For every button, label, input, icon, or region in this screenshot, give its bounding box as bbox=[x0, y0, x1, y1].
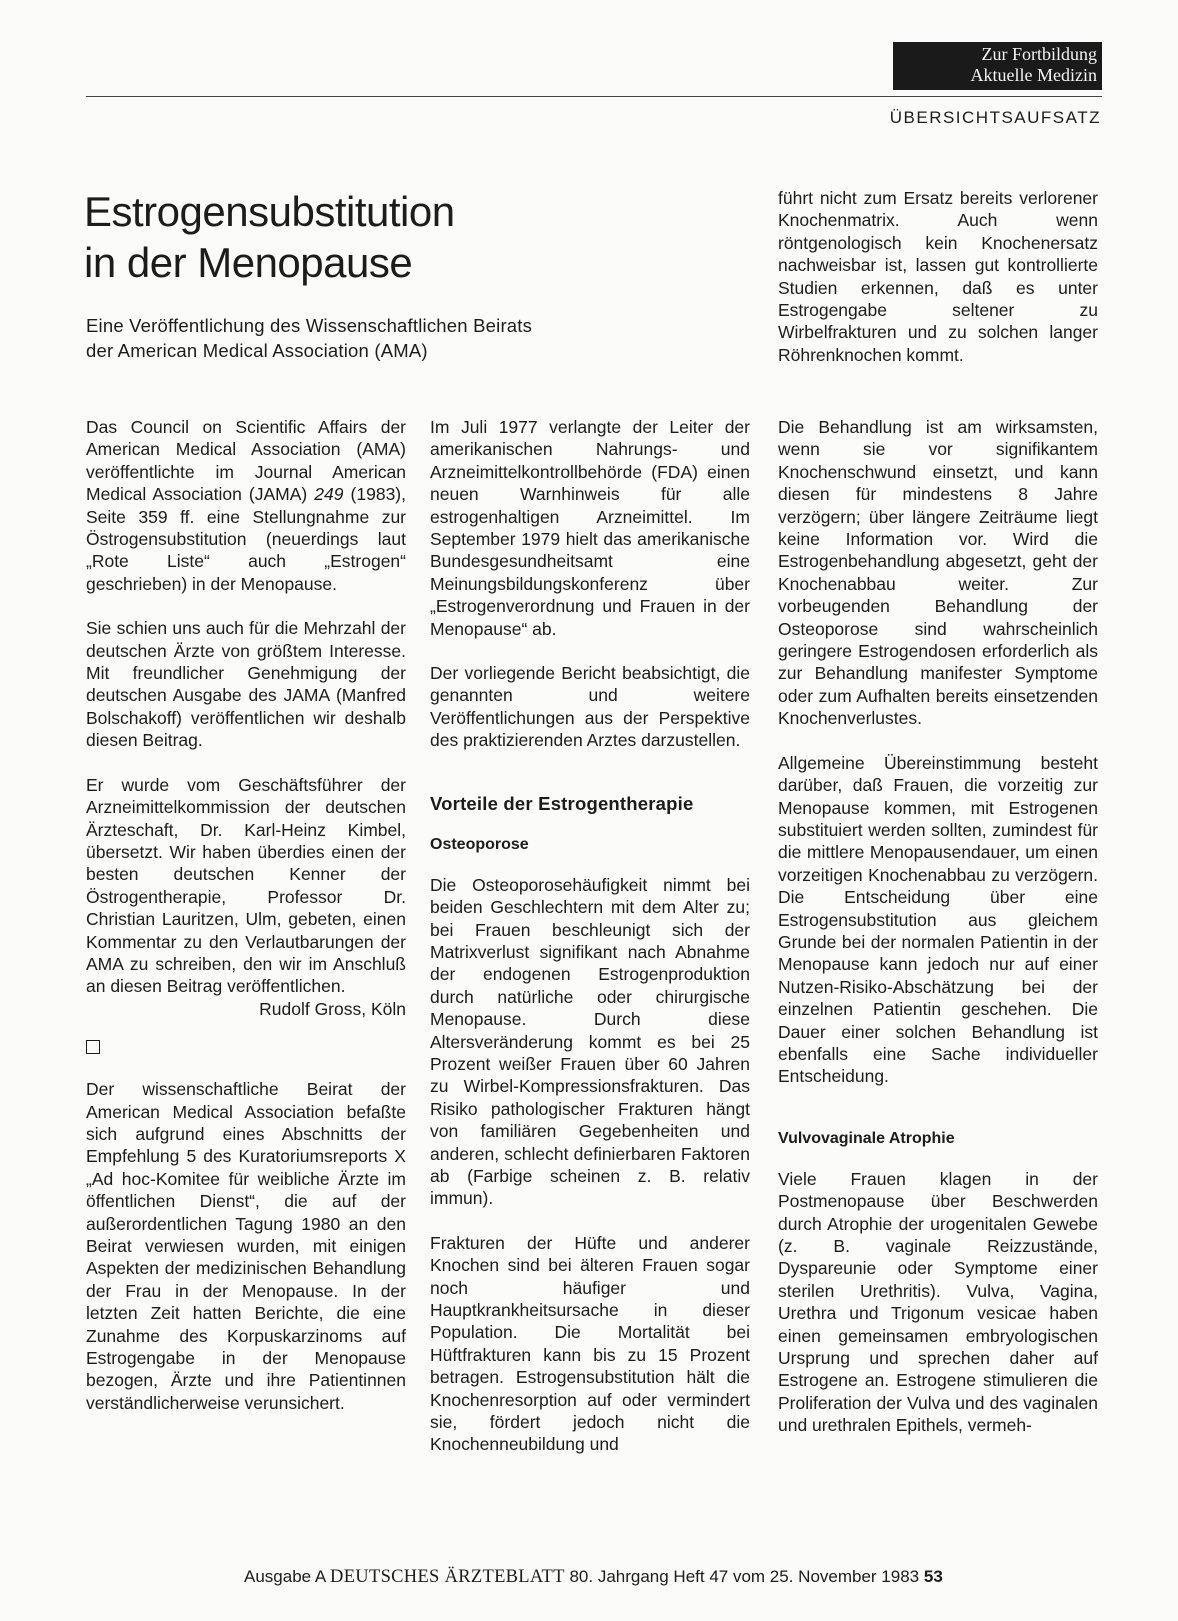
col2-paragraph-3: Die Osteoporosehäufigkeit nimmt bei beiden Geschlechtern mit dem Alter zu; bei Frauen beschleunigt sich der Matrixverlust signifikant nach Abnahme der endogenen Estrogenproduktion durch natürliche oder chirurgische Menopause. Durch diese Altersveränderung kommt es bei 25 Prozent weißer Frauen über 60 Jahren zu Wirbel-Kompressionsfrakturen. Das Risiko pathologischer Frakturen hängt von familiären Gegebenheiten und anderen, schlecht definierbaren Faktoren ab (Farbige scheinen z. B. relativ immun). bbox=[430, 874, 750, 1209]
end-mark-box-icon bbox=[86, 1040, 100, 1054]
footer-edition: Ausgabe A bbox=[244, 1567, 326, 1586]
col1-p1-text-b: (1983), Seite 359 ff. eine Stellungnahme zur Östrogensubstitution (neuerdings laut „Rote Liste“ auch „Estrogen“ geschrieben) in der Menopause. bbox=[86, 484, 406, 594]
col2-paragraph-1: Im Juli 1977 verlangte der Leiter der amerikanischen Nahrungs- und Arzneimittelkontrollbehörde (FDA) einen neuen Warnhinweis für alle estrogenhaltigen Arzneimittel. Im September 1979 hielt das amerikanische Bundesgesundheitsamt eine Meinungsbildungskonferenz über „Estrogenverordnung und Frauen in der Menopause“ ab. bbox=[430, 417, 750, 639]
signature: Rudolf Gross, Köln bbox=[259, 998, 406, 1019]
category-badge bbox=[893, 42, 1102, 90]
page-footer bbox=[244, 1567, 943, 1588]
col1-paragraph-3: Er wurde vom Geschäftsführer der Arzneimittelkommission der deutschen Ärzteschaft, Dr. Karl-Heinz Kimbel, übersetzt. Wir haben überdies einen der besten deutschen Kenner der Östrogentherapie, Professor Dr. Christian Lauritzen, Ulm, gebeten, einen Kommentar zu den Verlautbarungen der AMA zu schreiben, den wir im Anschluß an diesen Beitrag veröffentlichen. bbox=[86, 774, 406, 997]
section-heading: Vorteile der Estrogentherapie bbox=[430, 792, 694, 814]
col1-paragraph-1 bbox=[86, 416, 406, 595]
column-3-top bbox=[778, 187, 1098, 366]
article-subtitle bbox=[86, 313, 646, 363]
section-label: ÜBERSICHTSAUFSATZ bbox=[889, 108, 1101, 127]
col1-volume-number: 249 bbox=[314, 484, 344, 505]
col1-paragraph-2: Sie schien uns auch für die Mehrzahl der deutschen Ärzte von größtem Interesse. Mit freundlicher Genehmigung der deutschen Ausgabe des JAMA (Manfred Bolschakoff) veröffentlichen wir deshalb diesen Beitrag. bbox=[86, 618, 406, 751]
article-title bbox=[84, 186, 455, 288]
column-3 bbox=[778, 416, 1098, 1437]
footer-journal: DEUTSCHES ÄRZTEBLATT bbox=[330, 1567, 565, 1587]
footer-issue: 80. Jahrgang Heft 47 vom 25. November 1983 bbox=[569, 1567, 920, 1586]
col3-paragraph-0: führt nicht zum Ersatz bereits verlorener Knochenmatrix. Auch wenn röntgenologisch kein Knochenersatz nachweisbar ist, lassen gut kontrollierte Studien erkennen, daß es unter Estrogengabe seltener zu Wirbelfrakturen und zu solchen langer Röhrenknochen kommt. bbox=[778, 188, 1098, 365]
subheading-osteoporose: Osteoporose bbox=[430, 835, 529, 853]
col1-paragraph-4: Der wissenschaftliche Beirat der American Medical Association befaßte sich aufgrund eines Abschnitts der Empfehlung 5 des Kuratoriumsreports X „Ad hoc-Komitee für weibliche Ärzte im öffentlichen Dienst“, die auf der außerordentlichen Tagung 1980 an den Beirat verwiesen wurden, mit einigen Aspekten der medizinischen Behandlung der Frau in der Menopause. In der letzten Zeit hatten Berichte, die eine Zunahme des Korpuskarzinoms auf Estrogengabe in der Menopause bezogen, Ärzte und ihre Patientinnen verständlicherweise verunsichert. bbox=[86, 1079, 406, 1413]
column-1 bbox=[86, 416, 406, 1414]
title-line-1: Estrogensubstitution bbox=[84, 188, 455, 235]
badge-line-1: Zur Fortbildung bbox=[981, 44, 1097, 64]
subheading-vulvovaginal: Vulvovaginale Atrophie bbox=[778, 1129, 955, 1147]
col3-paragraph-2: Allgemeine Übereinstimmung besteht darüber, daß Frauen, die vorzeitig zur Menopause kommen, mit Estrogenen substituiert werden sollten, zumindest für die mittlere Menopausendauer, um einen vorzeitigen Knochenabbau zu verzögern. Die Entscheidung über eine Estrogensubstitution aus gleichem Grunde bei der normalen Patientin in der Menopause kann jedoch nur auf einer Nutzen-Risiko-Abschätzung bei der einzelnen Patientin geschehen. Die Dauer einer solchen Behandlung ist ebenfalls eine Sache individueller Entscheidung. bbox=[778, 752, 1098, 1087]
header-rule bbox=[86, 96, 1102, 97]
badge-line-2: Aktuelle Medizin bbox=[970, 65, 1097, 85]
subtitle-line-2: der American Medical Association (AMA) bbox=[86, 340, 428, 361]
col3-paragraph-3: Viele Frauen klagen in der Postmenopause über Beschwerden durch Atrophie der urogenitalen Gewebe (z. B. vaginale Reizzustände, Dyspareunie oder Symptome einer sterilen Urethritis). Vulva, Vagina, Urethra und Trigonum vesicae haben einen gemeinsamen embryologischen Ursprung und sprechen daher auf Estrogene an. Estrogene stimulieren die Proliferation der Vulva und des vaginalen und urethralen Epithels, vermeh- bbox=[778, 1168, 1098, 1436]
subtitle-line-1: Eine Veröffentlichung des Wissenschaftlichen Beirats bbox=[86, 315, 533, 336]
col1-p1-text-a: Das Council on Scientific Affairs der American Medical Association (AMA) veröffentlichte im Journal American Medical Association (JAMA) bbox=[86, 417, 406, 505]
col3-paragraph-1: Die Behandlung ist am wirksamsten, wenn sie vor signifikantem Knochenschwund einsetzt, und kann diesen für mindestens 8 Jahre verzögern; über längere Zeiträume liegt keine Information vor. Wird die Estrogenbehandlung abgesetzt, geht der Knochenabbau weiter. Zur vorbeugenden Behandlung der Osteoporose sind wahrscheinlich geringere Estrogendosen erforderlich als zur Behandlung manifester Symptome oder zum Aufhalten bereits einsetzenden Knochenverlustes. bbox=[778, 417, 1098, 729]
page-number: 53 bbox=[923, 1567, 943, 1586]
col2-paragraph-2: Der vorliegende Bericht beabsichtigt, die genannten und weitere Veröffentlichungen aus der Perspektive des praktizierenden Arztes darzustellen. bbox=[430, 663, 750, 751]
column-2 bbox=[430, 416, 750, 1456]
col2-paragraph-4: Frakturen der Hüfte und anderer Knochen sind bei älteren Frauen sogar noch häufiger und Hauptkrankheitsursache in dieser Population. Die Mortalität bei Hüftfrakturen kann bis zu 15 Prozent betragen. Estrogensubstitution hält die Knochenresorption auf oder vermindert sie, fördert jedoch nicht die Knochenneubildung und bbox=[430, 1232, 750, 1455]
title-line-2: in der Menopause bbox=[84, 239, 413, 286]
